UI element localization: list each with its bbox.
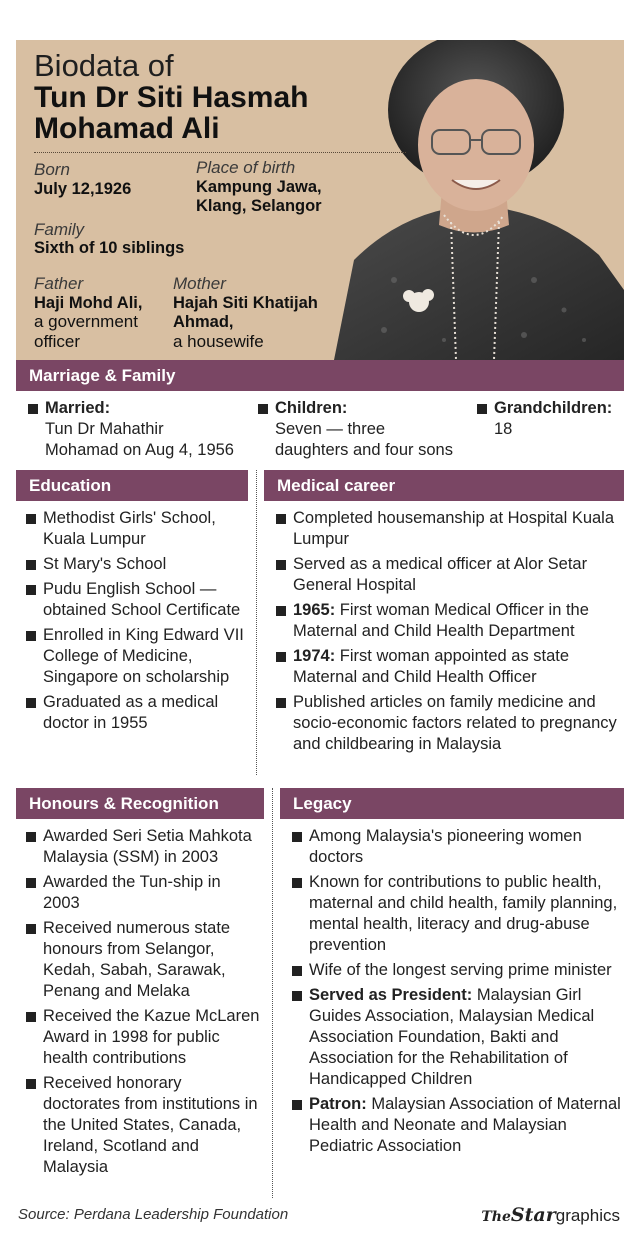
list-item: Wife of the longest serving prime minister	[292, 960, 622, 981]
brand-graphics: graphics	[555, 1206, 620, 1225]
list-item: Methodist Girls' School, Kuala Lumpur	[26, 508, 248, 550]
brand-the: The	[481, 1209, 511, 1225]
mother-name	[173, 294, 318, 332]
birthplace-line-2: Klang, Selangor	[196, 197, 322, 215]
list-item: Completed housemanship at Hospital Kuala Lumpur	[276, 508, 622, 550]
birthplace-line-1: Kampung Jawa,	[196, 178, 322, 196]
list-item: Published articles on family medicine and socio-economic factors related to pregnancy and childbearing in Malaysia	[276, 692, 622, 755]
year-label: 1965:	[293, 601, 336, 619]
list-item: Awarded the Tun-ship in 2003	[26, 872, 260, 914]
father-desc-line-2: officer	[34, 332, 80, 351]
title-divider	[34, 152, 406, 153]
father-label: Father	[34, 274, 84, 293]
list-item	[276, 600, 622, 642]
column-divider	[256, 470, 257, 775]
father-desc	[34, 312, 138, 352]
year-label: 1974:	[293, 647, 336, 665]
father-name: Haji Mohd Ali,	[34, 294, 143, 312]
children-label: Children:	[258, 398, 468, 419]
list-item: Graduated as a medical doctor in 1955	[26, 692, 248, 734]
list-item: Received numerous state honours from Selangor, Kedah, Sabah, Sarawak, Penang and Melaka	[26, 918, 260, 1002]
mother-desc: a housewife	[173, 332, 264, 351]
family-label: Family	[34, 220, 85, 239]
mother-label: Mother	[173, 274, 226, 293]
list-item	[292, 1094, 622, 1157]
list-item: Awarded Seri Setia Mahkota Malaysia (SSM) in 2003	[26, 826, 260, 868]
legacy-list	[292, 826, 622, 1161]
title-name-line-2: Mohamad Ali	[34, 112, 220, 145]
biodata-hero	[16, 40, 624, 360]
born-value: July 12,1926	[34, 180, 132, 198]
section-header-education: Education	[16, 470, 248, 501]
page-title	[34, 82, 364, 144]
item-text: Malaysian Association of Maternal Health and Neonate and Malaysian Pediatric Association	[309, 1095, 621, 1155]
section-header-honours: Honours & Recognition	[16, 788, 264, 819]
item-text: First woman Medical Officer in the Maternal and Child Health Department	[293, 601, 589, 640]
birthplace-value	[196, 178, 322, 216]
born-label: Born	[34, 160, 70, 179]
children-line-2: daughters and four sons	[275, 441, 453, 459]
role-label: Served as President:	[309, 986, 473, 1004]
married-line-2: Mohamad on Aug 4, 1956	[45, 441, 234, 459]
married-block	[28, 398, 258, 461]
list-item	[292, 985, 622, 1090]
title-name-line-1: Tun Dr Siti Hasmah	[34, 81, 309, 114]
list-item: Received the Kazue McLaren Award in 1998 for public health contributions	[26, 1006, 260, 1069]
father-desc-line-1: a government	[34, 312, 138, 331]
birthplace-label: Place of birth	[196, 158, 296, 177]
education-list	[26, 508, 248, 738]
list-item: Received honorary doctorates from institutions in the United States, Canada, Ireland, Scotland and Malaysia	[26, 1073, 260, 1178]
medical-list	[276, 508, 622, 759]
column-divider	[272, 788, 273, 1198]
mother-name-line-1: Hajah Siti Khatijah	[173, 294, 318, 312]
family-value: Sixth of 10 siblings	[34, 239, 185, 257]
section-header-medical: Medical career	[264, 470, 624, 501]
title-prefix: Biodata of	[34, 48, 174, 83]
brand-logo	[481, 1204, 620, 1226]
list-item	[276, 646, 622, 688]
list-item: Pudu English School — obtained School Certificate	[26, 579, 248, 621]
list-item: Enrolled in King Edward VII College of Medicine, Singapore on scholarship	[26, 625, 248, 688]
brand-star: Star	[510, 1204, 556, 1226]
list-item: Known for contributions to public health, maternal and child health, family planning, mental health, literacy and drug-abuse prevention	[292, 872, 622, 956]
grandchildren-block	[477, 398, 627, 440]
section-header-marriage: Marriage & Family	[16, 360, 624, 391]
portrait-photo	[324, 40, 624, 360]
married-label: Married:	[28, 398, 258, 419]
married-line-1: Tun Dr Mahathir	[45, 420, 164, 438]
list-item: St Mary's School	[26, 554, 248, 575]
grandchildren-label: Grandchildren:	[477, 398, 627, 419]
role-label: Patron:	[309, 1095, 367, 1113]
section-header-legacy: Legacy	[280, 788, 624, 819]
children-block	[258, 398, 468, 461]
item-text: First woman appointed as state Maternal and Child Health Officer	[293, 647, 570, 686]
mother-name-line-2: Ahmad,	[173, 313, 234, 331]
honours-list	[26, 826, 260, 1182]
source-credit: Source: Perdana Leadership Foundation	[18, 1206, 289, 1223]
item-text: Malaysian Girl Guides Association, Malaysian Medical Association Foundation, Bakti and Association for the Rehabilitation of Handicapped Children	[309, 986, 595, 1088]
children-line-1: Seven — three	[275, 420, 386, 438]
grandchildren-value: 18	[494, 420, 513, 438]
list-item: Among Malaysia's pioneering women doctors	[292, 826, 622, 868]
list-item: Served as a medical officer at Alor Setar General Hospital	[276, 554, 622, 596]
